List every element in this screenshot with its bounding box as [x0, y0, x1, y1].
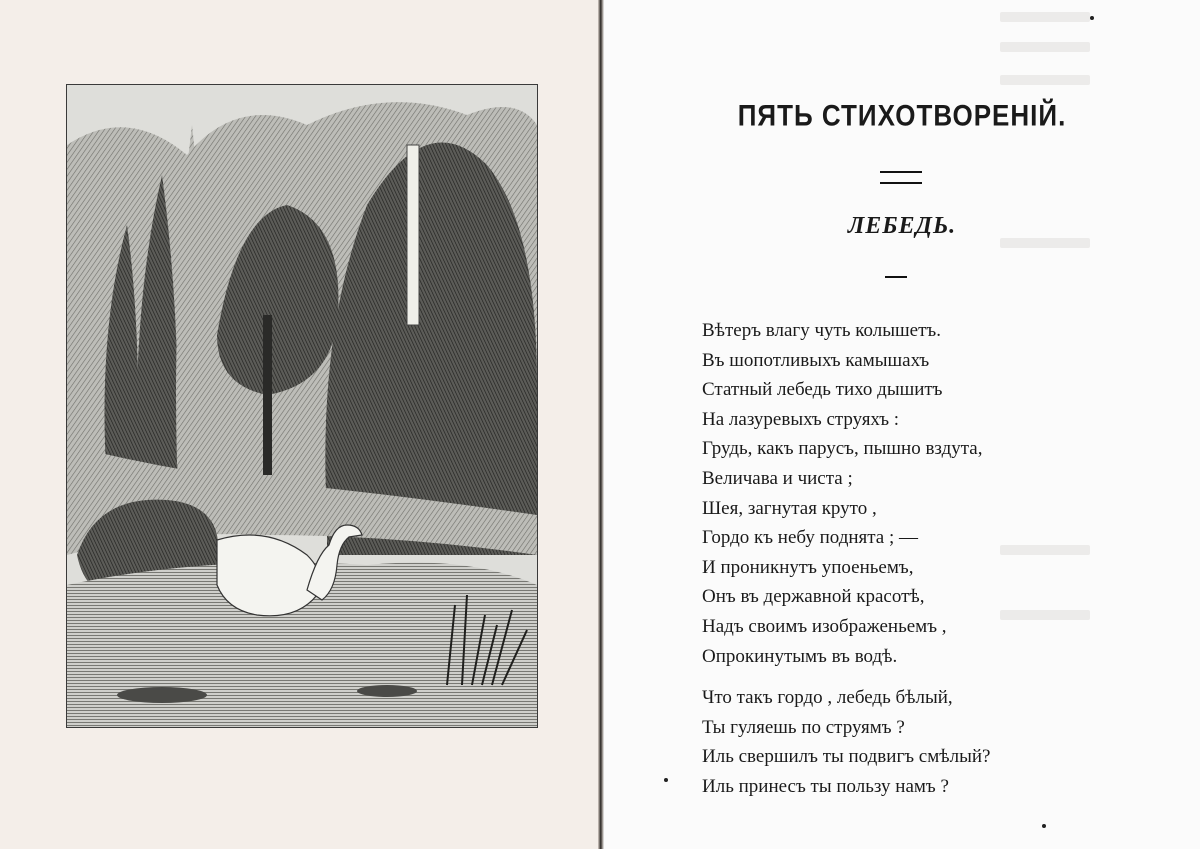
show-through-mark — [1000, 545, 1090, 555]
poem-line: Что такъ гордо , лебедь бѣлый, — [702, 687, 953, 708]
poem-line: Опрокинутымъ въ водѣ. — [702, 645, 898, 667]
swan-engraving-illustration — [66, 84, 538, 728]
poem-title: ЛЕБЕДЬ. — [847, 213, 957, 239]
collection-heading: ПЯТЬ СТИХОТВОРЕНIЙ. — [737, 97, 1067, 133]
poem-line: Ты гуляешь по струямъ ? — [702, 716, 905, 738]
ink-speck — [664, 778, 668, 782]
show-through-mark — [1000, 75, 1090, 85]
ink-speck — [1042, 824, 1046, 828]
stanza-2 — [702, 683, 990, 801]
double-rule-divider — [880, 171, 922, 184]
poem-line: Надъ своимъ изображеньемъ , — [702, 615, 947, 637]
poem-line: Иль свершилъ ты подвигъ смѣлый? — [702, 746, 991, 768]
poem-line: На лазуревыхъ струяхъ : — [702, 408, 900, 430]
right-page — [604, 0, 1200, 849]
poem-line: И проникнутъ упоеньемъ, — [702, 556, 914, 578]
poem-line: Гордо къ небу поднята ; — — [702, 527, 919, 549]
show-through-mark — [1000, 12, 1090, 22]
poem-line: Вѣтеръ влагу чуть колышетъ. — [702, 320, 941, 341]
stanza-1 — [702, 316, 982, 671]
left-page — [0, 0, 598, 849]
poem-line: Грудь, какъ парусъ, пышно вздута, — [702, 438, 983, 460]
poem-line: Въ шопотливыхъ камышахъ — [702, 349, 930, 371]
show-through-mark — [1000, 42, 1090, 52]
poem-line: Шея, загнутая круто , — [702, 497, 877, 519]
engraving-image — [67, 85, 537, 727]
poem-line: Статный лебедь тихо дышитъ — [702, 379, 943, 401]
ink-speck — [1090, 16, 1094, 20]
poem-line: Величава и чиста ; — [702, 467, 853, 489]
poem-line: Онъ въ державной красотѣ, — [702, 586, 925, 608]
single-rule-divider — [885, 276, 907, 278]
show-through-mark — [1000, 610, 1090, 620]
poem-line: Иль принесъ ты пользу намъ ? — [702, 775, 949, 797]
